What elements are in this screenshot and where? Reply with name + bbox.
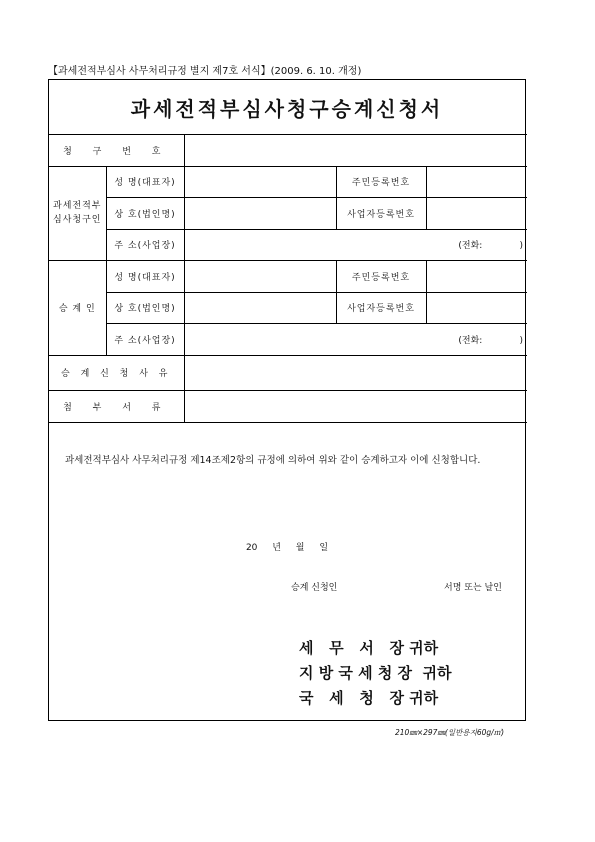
claimant-company-label: 상 호(법인명) [106,198,184,230]
attachments-field[interactable] [184,390,527,422]
successor-resident-no-label: 주민등록번호 [336,261,426,293]
claimant-name-field[interactable] [184,166,336,198]
successor-name-field[interactable] [184,261,336,293]
successor-address-field[interactable]: (전화: ) [184,324,527,356]
claimant-company-field[interactable] [184,198,336,230]
signature-label[interactable]: 서명 또는 날인 [444,583,502,593]
claimant-group-label: 과세전적부 심사청구인 [49,166,106,261]
paper-size-note: 210㎜×297㎜(일반용지60g/㎡) [395,728,505,737]
claimant-address-field[interactable]: (전화: ) [184,229,527,261]
claim-number-label: 청 구 번 호 [49,135,184,167]
claimant-address-label: 주 소(사업장) [106,229,184,261]
reason-label: 승 계 신 청 사 유 [49,355,184,390]
claimant-business-no-label: 사업자등록번호 [336,198,426,230]
claimant-resident-no-field[interactable] [426,166,527,198]
claimant-name-label: 성 명(대표자) [106,166,184,198]
claim-number-field[interactable] [184,135,527,167]
claimant-resident-no-label: 주민등록번호 [336,166,426,198]
successor-address-label: 주 소(사업장) [106,324,184,356]
successor-resident-no-field[interactable] [426,261,527,293]
declaration-text: 과세전적부심사 사무처리규정 제14조제2항의 규정에 의하여 위와 같이 승계하고자 이에 신청합니다. [65,455,481,466]
applicant-label: 승계 신청인 [291,583,338,593]
form-title: 과세전적부심사청구승계신청서 [49,80,525,135]
successor-name-label: 성 명(대표자) [106,261,184,293]
successor-company-field[interactable] [184,292,336,324]
claim-number-row [49,135,527,167]
form-header-note: 【과세전적부심사 사무처리규정 별지 제7호 서식】(2009. 6. 10. 개정) [48,66,362,77]
successor-business-no-label: 사업자등록번호 [336,292,426,324]
claimant-business-no-field[interactable] [426,198,527,230]
addressee-list [299,636,451,711]
successor-group-label: 승 계 인 [49,261,106,356]
successor-company-label: 상 호(법인명) [106,292,184,324]
addressee-national-tax-service: 국 세 청 장 귀하 [299,689,439,707]
date-line[interactable]: 20 년 월 일 [245,543,329,553]
form-grid [49,134,527,423]
addressee-tax-office: 세 무 서 장 귀하 [299,639,439,657]
application-form [48,79,526,721]
reason-field[interactable] [184,355,527,390]
attachments-label: 첨 부 서 류 [49,390,184,422]
addressee-regional-tax-office: 지 방 국 세 청 장 귀하 [299,664,452,682]
successor-business-no-field[interactable] [426,292,527,324]
